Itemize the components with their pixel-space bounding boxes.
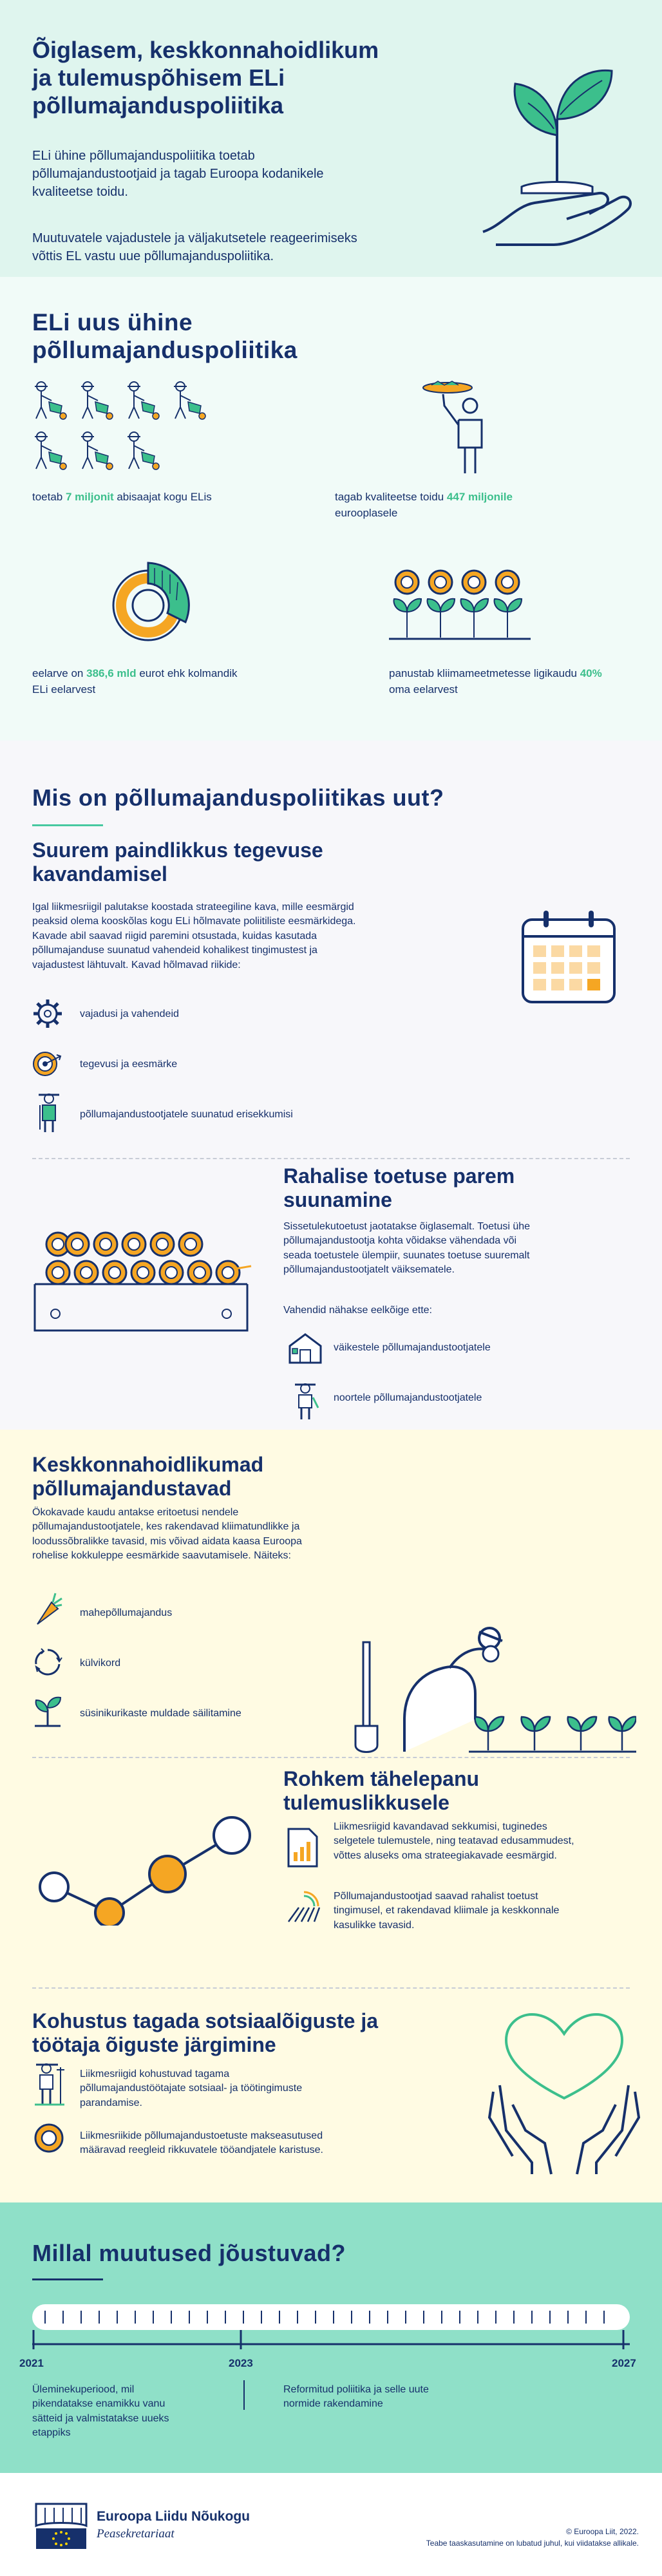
calendar-icon	[520, 908, 617, 1005]
divider	[32, 1757, 630, 1758]
copyright: © Euroopa Liit, 2022.	[566, 2527, 639, 2536]
year-2027: 2027	[612, 2357, 636, 2369]
capacity-title: ELi uus ühine põllumajanduspoliitika	[32, 309, 298, 363]
sprout-icon	[32, 1694, 63, 1727]
stat-beneficiaries: toetab 7 miljonit abisaajat kogu ELis	[32, 491, 212, 503]
farmer-planting-icon	[353, 1623, 636, 1758]
period-divider	[243, 2380, 245, 2410]
gear-icon	[32, 998, 63, 1029]
flex-item-interventions: põllumajandustootjatele suunatud erisekkumisi	[80, 1109, 293, 1120]
social-item-conditions: Liikmesriigid kohustuvad tagama põllumajandustöötajate sotsiaal- ja töötingimuste parandamise.	[80, 2069, 303, 2108]
results-item-payments: Põllumajandustootjad saavad rahalist toetust tingimusel, et rakendavad kliimale ja keskkonnale kasulikke tavasid.	[334, 1891, 560, 1931]
food-tray-person-icon	[419, 380, 496, 477]
divider	[32, 1987, 630, 1989]
rotation-icon	[32, 1646, 63, 1677]
flex-item-goals: tegevusi ja eesmärke	[80, 1059, 178, 1070]
timeline-title-rule	[32, 2278, 103, 2280]
eco-item-organic: mahepõllumajandus	[80, 1607, 173, 1618]
eco-item-rotation: külvikord	[80, 1658, 121, 1669]
eco-title: Keskkonnahoidlikumad põllumajandustavad	[32, 1453, 264, 1500]
flex-item-needs: vajadusi ja vahendeid	[80, 1009, 179, 1019]
farmers-group-icon	[32, 380, 225, 477]
coin-icon	[33, 2123, 64, 2154]
plant-in-hand-icon	[477, 39, 638, 251]
stat-budget: eelarve on 386,6 mld eurot ehk kolmandik ELi eelarvest	[32, 667, 238, 696]
reform-period-text: Reformitud poliitika ja selle uute normide rakendamine	[283, 2384, 429, 2410]
secretariat-name: Peasekretariaat	[97, 2527, 175, 2541]
transition-period-text: Üleminekuperiood, mil pikendatakse enamikku vanu sätteid ja valmistatakse uueks etappiks	[32, 2384, 169, 2439]
targeting-title: Rahalise toetuse parem suunamine	[283, 1164, 515, 1211]
small-farm-icon	[286, 1331, 325, 1365]
stat-climate: panustab kliimameetmetesse ligikaudu 40% oma eelarvest	[389, 667, 602, 696]
tractor-field-icon	[286, 1888, 322, 1924]
timeline-bar	[32, 2302, 630, 2353]
new-title: Mis on põllumajanduspoliitikas uut?	[32, 784, 444, 811]
hero-intro-2: Muutuvatele vajadustele ja väljakutsetele reageerimiseks võttis EL vastu uue põllumajanduspoliitika.	[32, 231, 357, 263]
document-chart-icon	[286, 1826, 319, 1869]
eco-body: Ökokavade kaudu antakse eritoetusi nendele põllumajandustootjatele, kes rakendavad kliimatundlikke ja loodussõbralikke tavasid, mis võivad aidata kaasa Euroopa rohelise kokkuleppe eesmärkide saavutamisele. Näiteks:	[32, 1507, 302, 1562]
reuse-notice: Teabe taaskasutamine on lubatud juhul, kui viidatakse allikale.	[426, 2539, 639, 2548]
new-title-rule	[32, 824, 103, 826]
budget-donut-icon	[103, 560, 193, 650]
year-2023: 2023	[229, 2357, 253, 2369]
carrot-icon	[32, 1591, 63, 1627]
sprouts-coins-icon	[389, 567, 531, 650]
hero-title: Õiglasem, keskkonnahoidlikum ja tulemuspõhisem ELi põllumajanduspoliitika	[32, 37, 379, 119]
timeline-title: Millal muutused jõustuvad?	[32, 2240, 346, 2266]
coins-tray-icon	[32, 1230, 258, 1333]
flexibility-title: Suurem paindlikkus tegevuse kavandamisel	[32, 838, 323, 886]
year-2021: 2021	[19, 2357, 44, 2369]
young-farmer-icon	[291, 1378, 319, 1421]
target-icon	[32, 1050, 63, 1078]
social-item-penalties: Liikmesriikide põllumajandustoetuste makseasutused määravad reegleid rikkuvatele tööandjatele karistuse.	[80, 2130, 323, 2156]
targeting-body: Sissetulekutoetust jaotatakse õiglasemalt. Toetusi ühe põllumajandustootja kohta võidakse vähendada või seada toetustele ülempiir, suunates toetuse suuremalt põllumajandustootjatelt väiksematele.	[283, 1221, 531, 1276]
stat-consumers: tagab kvaliteetse toidu 447 miljonile eurooplasele	[335, 491, 513, 519]
flexibility-body: Igal liikmesriigil palutakse koostada strateegiline kava, mille eesmärgid peaksid olema kooskõlas kogu ELi hõlmavate poliitiliste eesmärkidega. Kavade abil saavad riigid paremini otsustada, kuidas kasutada põllumajanduse suunatud vahendeid kohalikest tingimustest ja vajadustest lähtuvalt. Kavad hõlmavad riikide:	[32, 902, 356, 971]
results-item-interventions: Liikmesriigid kavandavad sekkumisi, tuginedes selgetele tulemustele, ning teatavad edusammudest, võttes aluseks oma strateegiakavade eesmärgid.	[334, 1821, 574, 1861]
divider	[32, 1158, 630, 1159]
targeting-lead: Vahendid nähakse eelkõige ette:	[283, 1305, 432, 1316]
eco-item-soil: süsinikurikaste muldade säilitamine	[80, 1708, 241, 1719]
target-item-young: noortele põllumajandustootjatele	[334, 1392, 482, 1403]
target-item-small: väikestele põllumajandustootjatele	[334, 1342, 491, 1353]
worker-icon	[32, 2058, 66, 2106]
hero-intro: ELi ühine põllumajanduspoliitika toetab põllumajandustootjaid ja tagab Euroopa kodanikele kvaliteetse toidu.	[32, 149, 324, 199]
farmer-icon	[36, 1088, 62, 1133]
results-title: Rohkem tähelepanu tulemuslikkusele	[283, 1767, 480, 1814]
progress-dots-icon	[39, 1810, 264, 1926]
social-title: Kohustus tagada sotsiaalõiguste ja töötaja õiguste järgimine	[32, 2009, 378, 2056]
hands-raised-icon	[487, 2008, 641, 2175]
council-logo	[32, 2500, 90, 2552]
council-name: Euroopa Liidu Nõukogu	[97, 2509, 250, 2524]
